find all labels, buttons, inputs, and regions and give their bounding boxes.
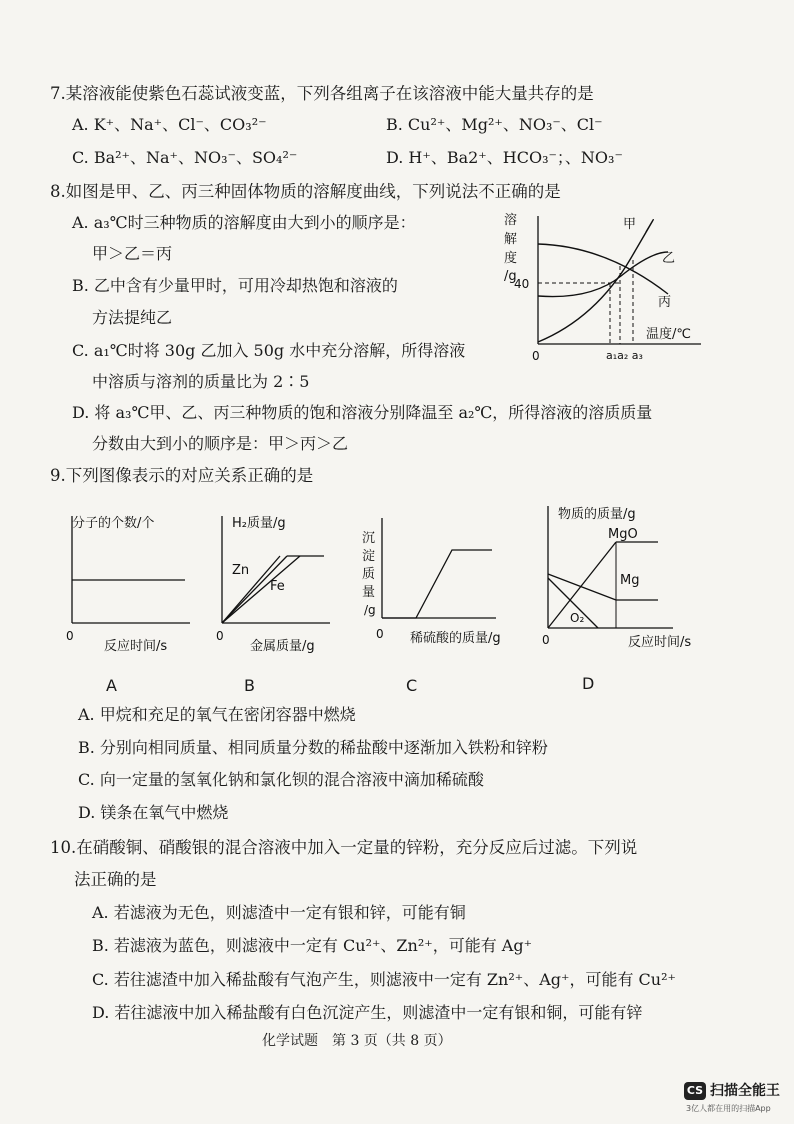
origin: 0 xyxy=(66,629,74,643)
page-footer: 化学试题 第 3 页（共 8 页） xyxy=(262,1033,452,1049)
q8-stem: 8.如图是甲、乙、丙三种固体物质的溶解度曲线，下列说法不正确的是 xyxy=(50,182,561,201)
q9-graph-d-letter: D xyxy=(582,674,595,693)
camscanner-tagline: 3亿人都在用的扫描App xyxy=(686,1104,771,1113)
ylabel-char-2: 解 xyxy=(504,232,518,247)
q9-graph-c-letter: C xyxy=(406,676,418,695)
q9-graph-b-letter: B xyxy=(244,676,255,695)
q8-option-b-line1: B. 乙中含有少量甲时，可用冷却热饱和溶液的 xyxy=(72,276,398,295)
origin: 0 xyxy=(532,349,540,363)
camscanner-logo-icon: CS xyxy=(684,1082,706,1100)
q10-stem-line2: 法正确的是 xyxy=(74,870,157,889)
q8-option-d-line1: D. 将 a₃℃甲、乙、丙三种物质的饱和溶液分别降温至 a₂℃，所得溶液的溶质质量 xyxy=(72,403,653,422)
ylabel: H₂质量/g xyxy=(232,516,286,531)
ylabel-char-1: 沉 xyxy=(362,531,376,546)
q9-stem: 9.下列图像表示的对应关系正确的是 xyxy=(50,466,314,485)
q9-option-b: B. 分别向相同质量、相同质量分数的稀盐酸中逐渐加入铁粉和锌粉 xyxy=(78,738,548,757)
label-mg: Mg xyxy=(620,573,640,588)
q9-graph-d xyxy=(538,496,708,654)
xlabel: 稀硫酸的质量/g xyxy=(410,631,501,646)
q9-option-c: C. 向一定量的氢氧化钠和氯化钡的混合溶液中滴加稀硫酸 xyxy=(78,770,484,789)
q8-option-c-line2: 中溶质与溶剂的质量比为 2∶5 xyxy=(92,372,310,391)
q8-option-b-line2: 方法提纯乙 xyxy=(92,308,173,327)
q7-option-a: A. K⁺、Na⁺、Cl⁻、CO₃²⁻ xyxy=(72,115,267,134)
label-o2: O₂ xyxy=(570,611,585,625)
q9-graph-c xyxy=(356,508,526,653)
q9-option-d: D. 镁条在氧气中燃烧 xyxy=(78,803,229,822)
q9-graph-a xyxy=(60,508,200,653)
series-mg-fall xyxy=(548,574,616,600)
label-fe: Fe xyxy=(270,579,285,594)
q9-graph-b xyxy=(212,508,352,653)
a-ticks: a₁a₂ a₃ xyxy=(606,349,643,362)
q10-option-b: B. 若滤液为蓝色，则滤液中一定有 Cu²⁺、Zn²⁺，可能有 Ag⁺ xyxy=(92,936,533,955)
q7-option-b: B. Cu²⁺、Mg²⁺、NO₃⁻、Cl⁻ xyxy=(386,115,603,134)
q10-stem-line1: 10.在硝酸铜、硝酸银的混合溶液中加入一定量的锌粉，充分反应后过滤。下列说 xyxy=(50,838,638,857)
ylabel-char-3: 度 xyxy=(504,251,518,266)
xlabel: 反应时间/s xyxy=(104,639,168,653)
q8-option-c-line1: C. a₁℃时将 30g 乙加入 50g 水中充分溶解，所得溶液 xyxy=(72,341,466,360)
q10-option-c: C. 若往滤渣中加入稀盐酸有气泡产生，则滤液中一定有 Zn²⁺、Ag⁺，可能有 Cu²⁺ xyxy=(92,970,676,989)
ylabel-char-4: 量 xyxy=(362,585,376,600)
xlabel: 金属质量/g xyxy=(250,639,315,653)
xlabel: 温度/℃ xyxy=(646,327,691,342)
ylabel: 物质的质量/g xyxy=(558,507,636,522)
q8-option-a-line2: 甲＞乙＝丙 xyxy=(92,244,173,263)
curve-jia xyxy=(538,220,653,342)
q8-solubility-graph xyxy=(496,208,726,368)
q9-graph-a-letter: A xyxy=(106,676,117,695)
series-precipitate xyxy=(382,550,492,618)
q8-option-a-line1: A. a₃℃时三种物质的溶解度由大到小的顺序是： xyxy=(72,213,416,232)
label-mgo: MgO xyxy=(608,527,638,542)
q8-option-d-line2: 分数由大到小的顺序是：甲＞丙＞乙 xyxy=(92,434,349,453)
label-zn: Zn xyxy=(232,563,250,578)
label-yi: 乙 xyxy=(662,251,676,266)
origin: 0 xyxy=(376,627,384,641)
curve-yi xyxy=(538,252,668,297)
q10-option-d: D. 若往滤液中加入稀盐酸有白色沉淀产生，则滤渣中一定有银和铜，可能有锌 xyxy=(92,1003,643,1022)
ylabel: 分子的个数/个 xyxy=(72,516,155,531)
ylabel-char-2: 淀 xyxy=(362,549,376,564)
ylabel-char-5: /g xyxy=(364,603,376,617)
q7-stem: 7.某溶液能使紫色石蕊试液变蓝，下列各组离子在该溶液中能大量共存的是 xyxy=(50,84,594,103)
origin: 0 xyxy=(542,633,550,647)
ylabel-char-3: 质 xyxy=(362,567,376,582)
origin: 0 xyxy=(216,629,224,643)
q7-option-d: D. H⁺、Ba2⁺、HCO₃⁻；、NO₃⁻ xyxy=(386,148,623,167)
y-tick-40: 40 xyxy=(514,277,530,291)
ylabel-char-4: /g xyxy=(504,269,517,284)
camscanner-name: 扫描全能王 xyxy=(710,1083,780,1099)
ylabel-char-1: 溶 xyxy=(504,213,518,228)
label-jia: 甲 xyxy=(623,217,637,232)
label-bing: 丙 xyxy=(658,295,672,310)
xlabel: 反应时间/s xyxy=(628,635,692,650)
q7-option-c: C. Ba²⁺、Na⁺、NO₃⁻、SO₄²⁻ xyxy=(72,148,298,167)
q9-option-a: A. 甲烷和充足的氧气在密闭容器中燃烧 xyxy=(78,705,356,724)
q10-option-a: A. 若滤液为无色，则滤渣中一定有银和锌，可能有铜 xyxy=(92,903,466,922)
